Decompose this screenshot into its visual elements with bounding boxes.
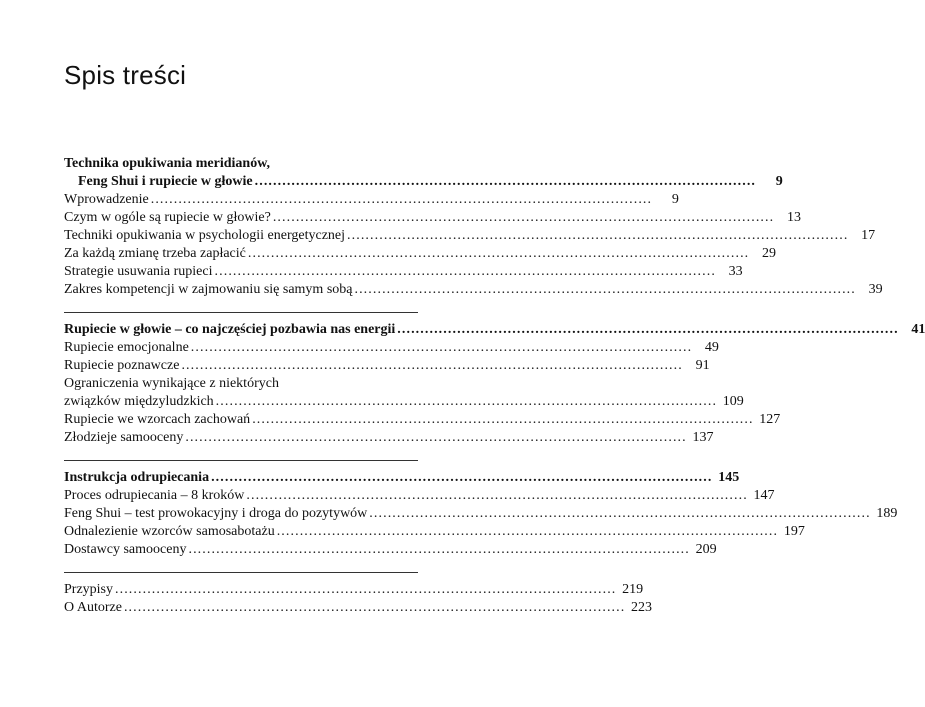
dot-leader bbox=[255, 173, 754, 191]
page-title: Spis treści bbox=[64, 60, 187, 90]
toc-page-number: 145 bbox=[718, 470, 740, 485]
toc-entry-title: Dostawcy samooceny bbox=[64, 542, 187, 557]
toc-entry[interactable] bbox=[64, 227, 876, 245]
toc-page-number: 127 bbox=[759, 412, 781, 427]
toc-entry-title: Za każdą zmianę trzeba zapłacić bbox=[64, 246, 246, 261]
toc-chapter-heading[interactable] bbox=[64, 469, 740, 487]
toc-page-number: 189 bbox=[876, 506, 898, 521]
toc-entry-title: Złodzieje samooceny bbox=[64, 430, 184, 445]
dot-leader bbox=[185, 429, 684, 447]
toc-page-number: 209 bbox=[695, 542, 717, 557]
toc-entry-title: Instrukcja odrupiecania bbox=[64, 470, 210, 485]
section-divider bbox=[64, 572, 418, 573]
dot-leader bbox=[273, 209, 772, 227]
toc-page-number: 9 bbox=[671, 192, 679, 207]
toc-section bbox=[64, 460, 898, 559]
dot-leader bbox=[369, 505, 868, 523]
toc-entry[interactable] bbox=[64, 245, 776, 263]
toc-page-number: 197 bbox=[783, 524, 805, 539]
toc-entry-title: Rupiecie we wzorcach zachowań bbox=[64, 412, 251, 427]
toc-entry[interactable] bbox=[64, 209, 801, 227]
toc-entry[interactable] bbox=[64, 505, 898, 523]
toc-page-number: 13 bbox=[786, 210, 801, 225]
toc-entry-title: Czym w ogóle są rupiecie w głowie? bbox=[64, 210, 271, 225]
toc-entry-title: Techniki opukiwania w psychologii energetycznej bbox=[64, 228, 346, 243]
toc-page-number: 39 bbox=[868, 282, 883, 297]
toc-entry[interactable] bbox=[64, 487, 775, 505]
dot-leader bbox=[354, 281, 853, 299]
section-divider bbox=[64, 460, 418, 461]
toc-entry-title: Wprowadzenie bbox=[64, 192, 149, 207]
toc-entry-title: Feng Shui – test prowokacyjny i droga do pozytywów bbox=[64, 506, 368, 521]
toc-section bbox=[64, 572, 653, 617]
toc-page-number: 137 bbox=[692, 430, 714, 445]
toc-page-number: 109 bbox=[722, 394, 744, 409]
toc-page-number: 147 bbox=[753, 488, 775, 503]
toc-chapter-heading[interactable] bbox=[64, 155, 418, 173]
toc-section bbox=[64, 312, 925, 447]
dot-leader bbox=[181, 357, 680, 375]
toc-entry-title: Feng Shui i rupiecie w głowie bbox=[78, 174, 253, 189]
toc-entry[interactable] bbox=[64, 581, 644, 599]
toc-entry[interactable] bbox=[64, 541, 717, 559]
dot-leader bbox=[246, 487, 745, 505]
toc-page-number: 219 bbox=[622, 582, 644, 597]
dot-leader bbox=[252, 411, 751, 429]
toc-entry[interactable] bbox=[64, 393, 744, 411]
dot-leader bbox=[211, 469, 710, 487]
toc-entry[interactable] bbox=[64, 281, 883, 299]
section-divider bbox=[64, 312, 418, 313]
toc-entry[interactable] bbox=[64, 357, 710, 375]
toc-section bbox=[64, 155, 883, 299]
toc-page-number: 91 bbox=[695, 358, 710, 373]
toc-entry-title: Przypisy bbox=[64, 582, 113, 597]
dot-leader bbox=[397, 321, 896, 339]
toc-page-number: 29 bbox=[761, 246, 776, 261]
toc-page-number: 33 bbox=[728, 264, 743, 279]
toc-entry-title: Proces odrupiecania – 8 kroków bbox=[64, 488, 245, 503]
toc-entry-title: Rupiecie emocjonalne bbox=[64, 340, 189, 355]
toc-entry-title: Strategie usuwania rupieci bbox=[64, 264, 213, 279]
toc-entry-title: Zakres kompetencji w zajmowaniu się samym sobą bbox=[64, 282, 353, 297]
toc-entry-title: Ograniczenia wynikające z niektórych bbox=[64, 376, 279, 391]
dot-leader bbox=[188, 541, 687, 559]
table-of-contents bbox=[64, 155, 925, 617]
toc-entry[interactable] bbox=[64, 375, 418, 393]
toc-entry-title: Odnalezienie wzorców samosabotażu bbox=[64, 524, 275, 539]
dot-leader bbox=[151, 191, 650, 209]
dot-leader bbox=[115, 581, 614, 599]
dot-leader bbox=[215, 263, 714, 281]
toc-page-number: 49 bbox=[704, 340, 719, 355]
dot-leader bbox=[347, 227, 846, 245]
toc-chapter-heading[interactable] bbox=[64, 321, 925, 339]
toc-entry[interactable] bbox=[64, 263, 743, 281]
toc-page-number: 9 bbox=[775, 174, 783, 189]
toc-entry-title: związków międzyludzkich bbox=[64, 394, 214, 409]
dot-leader bbox=[124, 599, 623, 617]
dot-leader bbox=[277, 523, 776, 541]
dot-leader bbox=[248, 245, 747, 263]
toc-chapter-heading[interactable] bbox=[64, 173, 783, 191]
toc-entry-title: Rupiecie w głowie – co najczęściej pozbawia nas energii bbox=[64, 322, 396, 337]
toc-entry[interactable] bbox=[64, 599, 653, 617]
toc-entry[interactable] bbox=[64, 339, 719, 357]
toc-entry[interactable] bbox=[64, 429, 714, 447]
toc-entry-title: Rupiecie poznawcze bbox=[64, 358, 180, 373]
toc-entry[interactable] bbox=[64, 523, 805, 541]
toc-entry-title: Technika opukiwania meridianów, bbox=[64, 156, 271, 171]
toc-entry-title: O Autorze bbox=[64, 600, 122, 615]
toc-page-number: 41 bbox=[911, 322, 925, 337]
toc-entry[interactable] bbox=[64, 411, 781, 429]
toc-page-number: 17 bbox=[861, 228, 876, 243]
toc-entry[interactable] bbox=[64, 191, 679, 209]
dot-leader bbox=[191, 339, 690, 357]
toc-page-number: 223 bbox=[631, 600, 653, 615]
dot-leader bbox=[216, 393, 715, 411]
